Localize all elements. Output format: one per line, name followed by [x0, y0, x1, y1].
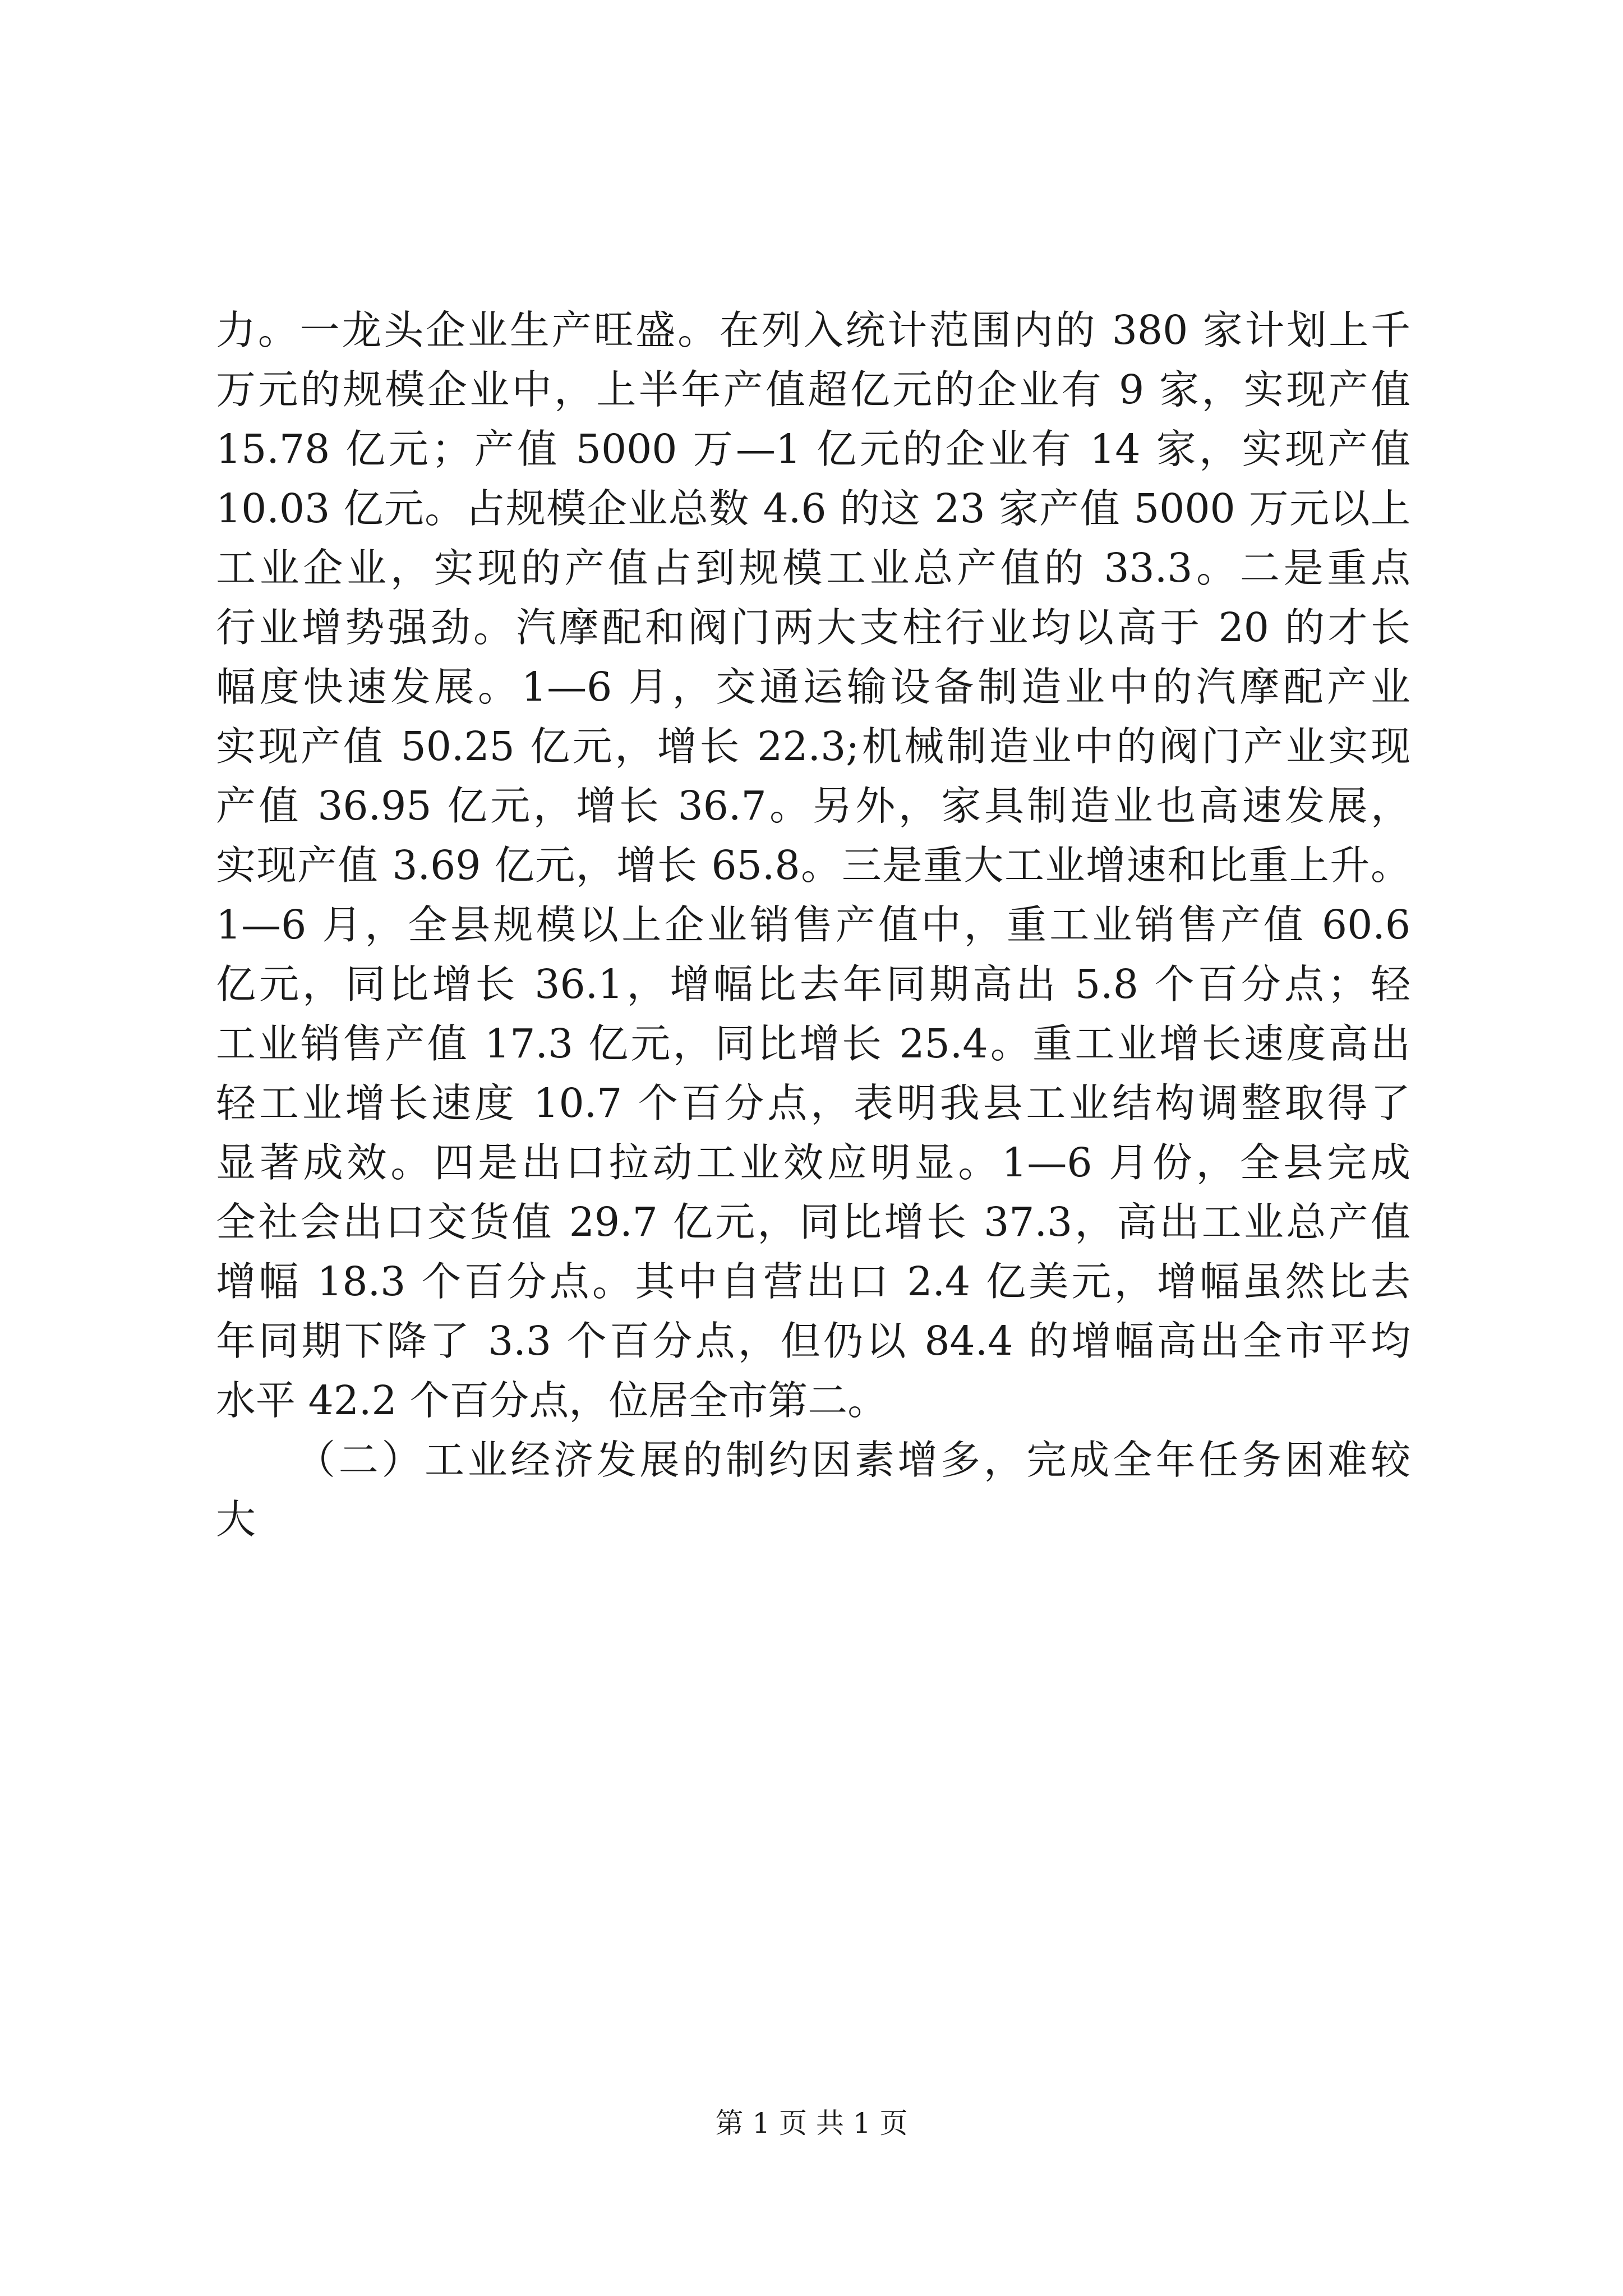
paragraph-line: 1—6 月，全县规模以上企业销售产值中，重工业销售产值 60.6	[216, 901, 1410, 948]
paragraph-line: 工业企业，实现的产值占到规模工业总产值的 33.3。二是重点	[216, 545, 1410, 591]
paragraph-line: 增幅 18.3 个百分点。其中自营出口 2.4 亿美元，增幅虽然比去	[216, 1258, 1410, 1305]
paragraph-line: 轻工业增长速度 10.7 个百分点，表明我县工业结构调整取得了	[216, 1080, 1410, 1126]
paragraph-line: 15.78 亿元；产值 5000 万—1 亿元的企业有 14 家，实现产值	[216, 426, 1410, 472]
paragraph-line: 亿元，同比增长 36.1，增幅比去年同期高出 5.8 个百分点；轻	[216, 961, 1410, 1007]
section-heading-line: （二）工业经济发展的制约因素增多，完成全年任务困难较	[296, 1437, 1410, 1483]
page-footer: 第 1 页 共 1 页	[715, 2107, 908, 2139]
section-heading-line: 大	[216, 1496, 256, 1543]
paragraph-line: 全社会出口交货值 29.7 亿元，同比增长 37.3，高出工业总产值	[216, 1199, 1410, 1245]
paragraph-line: 水平 42.2 个百分点，位居全市第二。	[216, 1377, 888, 1424]
paragraph-line: 实现产值 3.69 亿元，增长 65.8。三是重大工业增速和比重上升。	[216, 842, 1410, 889]
paragraph-line: 显著成效。四是出口拉动工业效应明显。1—6 月份，全县完成	[216, 1139, 1410, 1186]
paragraph-line: 万元的规模企业中，上半年产值超亿元的企业有 9 家，实现产值	[216, 366, 1410, 413]
paragraph-line: 10.03 亿元。占规模企业总数 4.6 的这 23 家产值 5000 万元以上	[216, 485, 1410, 532]
paragraph-line: 行业增势强劲。汽摩配和阀门两大支柱行业均以高于 20 的才长	[216, 604, 1410, 651]
paragraph-line: 年同期下降了 3.3 个百分点，但仍以 84.4 的增幅高出全市平均	[216, 1318, 1410, 1364]
paragraph-line: 产值 36.95 亿元，增长 36.7。另外，家具制造业也高速发展，	[216, 783, 1410, 829]
document-body	[216, 301, 1410, 1549]
paragraph-line: 实现产值 50.25 亿元，增长 22.3;机械制造业中的阀门产业实现	[216, 723, 1410, 770]
paragraph-line: 力。一龙头企业生产旺盛。在列入统计范围内的 380 家计划上千	[216, 307, 1410, 353]
paragraph-line: 幅度快速发展。1—6 月，交通运输设备制造业中的汽摩配产业	[216, 664, 1410, 710]
paragraph-line: 工业销售产值 17.3 亿元，同比增长 25.4。重工业增长速度高出	[216, 1020, 1410, 1067]
